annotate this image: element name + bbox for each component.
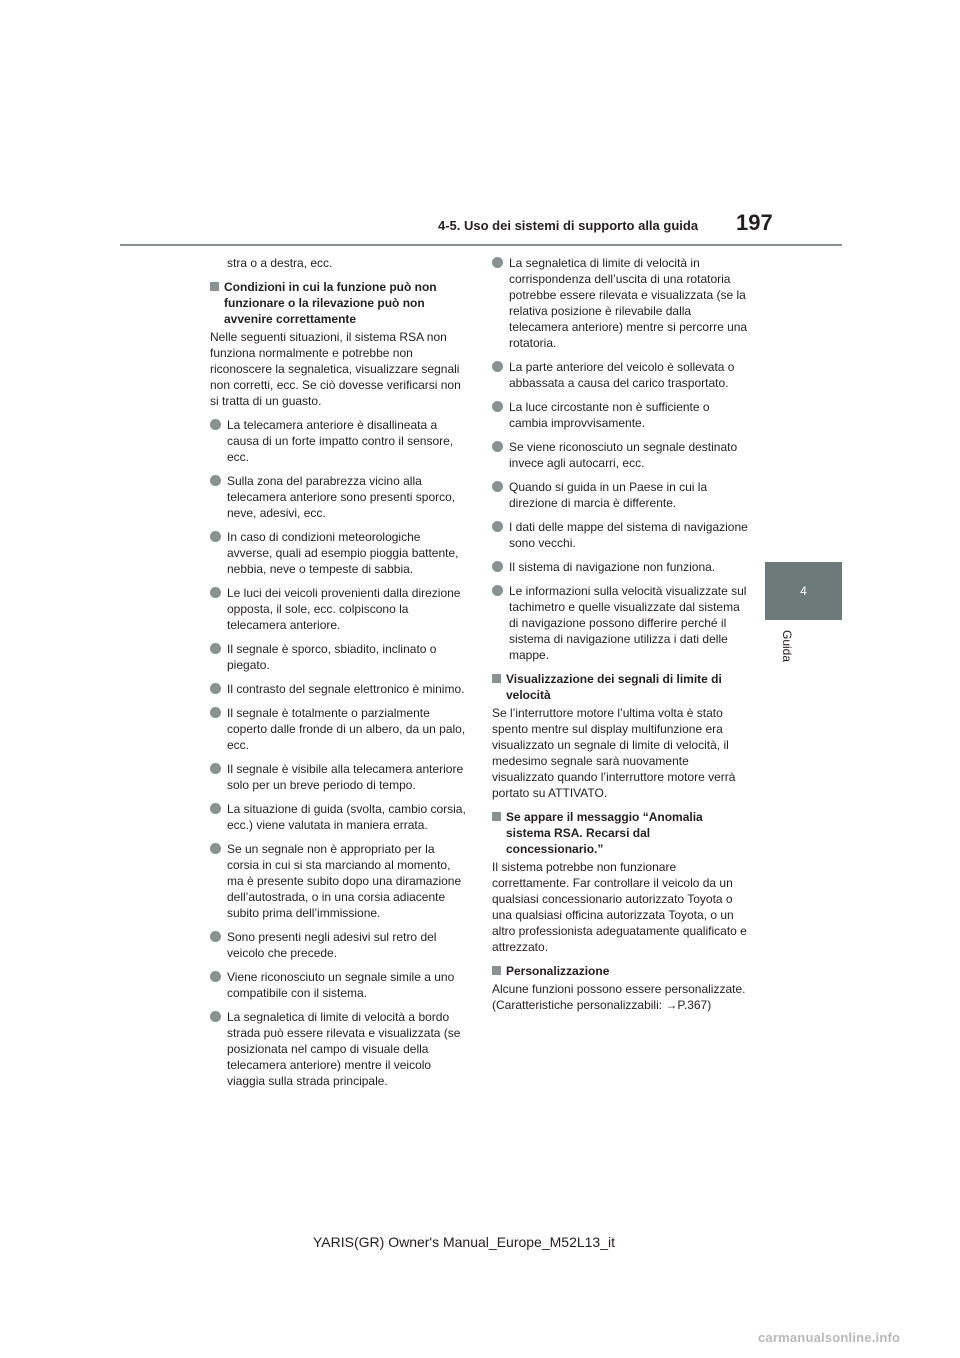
bullet-text: Quando si guida in un Paese in cui la direzione di marcia è differente. bbox=[509, 480, 708, 510]
square-bullet-icon bbox=[492, 966, 501, 975]
bullet-text: I dati delle mappe del sistema di navigazione sono vecchi. bbox=[509, 520, 748, 550]
circle-bullet-icon bbox=[210, 643, 221, 654]
subheading-text: Se appare il messaggio “Anomalia sistema RSA. Recarsi dal concessionario.” bbox=[506, 810, 703, 856]
bullet-text: La luce circostante non è sufficiente o cambia improvvisamente. bbox=[509, 400, 710, 430]
paragraph: Se l’interruttore motore l’ultima volta è stato spento mentre sul display multifunzione era visualizzato un segnale di limite di velocità, il medesimo segnale sarà nuovamente visualizzato quando l’interruttore motore verrà portato su ATTIVATO. bbox=[492, 706, 736, 800]
bullet-text: In caso di condizioni meteorologiche avverse, quali ad esempio pioggia battente, nebbia, neve o tempeste di sabbia. bbox=[227, 530, 459, 576]
circle-bullet-icon bbox=[492, 481, 503, 492]
chapter-number: 4 bbox=[800, 584, 807, 598]
chapter-tab bbox=[765, 562, 842, 620]
circle-bullet-icon bbox=[210, 475, 221, 486]
bullet-text: Il segnale è sporco, sbiadito, inclinato o piegato. bbox=[227, 642, 437, 672]
circle-bullet-icon bbox=[210, 587, 221, 598]
bullet-item bbox=[492, 583, 748, 663]
bullet-text: Sulla zona del parabrezza vicino alla telecamera anteriore sono presenti sporco, neve, adesivi, ecc. bbox=[227, 474, 456, 520]
section-title: 4-5. Uso dei sistemi di supporto alla guida bbox=[438, 218, 699, 233]
circle-bullet-icon bbox=[210, 931, 221, 942]
square-bullet-icon bbox=[492, 812, 501, 821]
bullet-text: Se viene riconosciuto un segnale destinato invece agli autocarri, ecc. bbox=[509, 440, 738, 470]
bullet-item bbox=[210, 585, 466, 633]
bullet-item bbox=[492, 399, 748, 431]
bullet-item bbox=[492, 559, 748, 575]
bullet-item bbox=[210, 529, 466, 577]
page-number: 197 bbox=[736, 210, 773, 235]
bullet-item bbox=[492, 359, 748, 391]
left-column bbox=[210, 255, 466, 1097]
circle-bullet-icon bbox=[210, 971, 221, 982]
bullet-text: La telecamera anteriore è disallineata a causa di un forte impatto contro il sensore, ecc. bbox=[227, 418, 454, 464]
bullet-item bbox=[210, 841, 466, 921]
bullet-text: La situazione di guida (svolta, cambio corsia, ecc.) viene valutata in maniera errata. bbox=[227, 802, 466, 832]
subheading-text: Personalizzazione bbox=[506, 964, 610, 978]
circle-bullet-icon bbox=[210, 683, 221, 694]
bullet-text: Le luci dei veicoli provenienti dalla direzione opposta, il sole, ecc. colpiscono la telecamera anteriore. bbox=[227, 586, 461, 632]
bullet-item bbox=[210, 929, 466, 961]
bullet-item bbox=[492, 519, 748, 551]
chapter-label: Guida bbox=[780, 630, 794, 663]
bullet-text: Se un segnale non è appropriato per la corsia in cui si sta marciando al momento, ma è presente subito dopo una diramazione dell’autostrada, o in una corsia adiacente subito prima dell’immissione. bbox=[227, 842, 462, 920]
paragraph: Il sistema potrebbe non funzionare correttamente. Far controllare il veicolo da un qualsiasi concessionario autorizzato Toyota o una qualsiasi officina autorizzata Toyota, o un altro professionista adeguatamente qualificato e attrezzato. bbox=[492, 860, 747, 954]
bullet-item bbox=[492, 479, 748, 511]
circle-bullet-icon bbox=[492, 257, 503, 268]
circle-bullet-icon bbox=[210, 1011, 221, 1022]
bullet-text: Viene riconosciuto un segnale simile a uno compatibile con il sistema. bbox=[227, 970, 455, 1000]
paragraph: Alcune funzioni possono essere personalizzate. (Caratteristiche personalizzabili: →P.367) bbox=[492, 982, 746, 1012]
circle-bullet-icon bbox=[492, 441, 503, 452]
circle-bullet-icon bbox=[210, 707, 221, 718]
bullet-item bbox=[210, 801, 466, 833]
bullet-item bbox=[210, 1009, 466, 1089]
manual-footer: YARIS(GR) Owner's Manual_Europe_M52L13_it bbox=[313, 1234, 615, 1250]
subheading bbox=[492, 963, 748, 979]
circle-bullet-icon bbox=[210, 843, 221, 854]
circle-bullet-icon bbox=[210, 419, 221, 430]
square-bullet-icon bbox=[492, 674, 501, 683]
circle-bullet-icon bbox=[492, 361, 503, 372]
bullet-item bbox=[210, 473, 466, 521]
bullet-item bbox=[210, 761, 466, 793]
bullet-text: Il segnale è visibile alla telecamera anteriore solo per un breve periodo di tempo. bbox=[227, 762, 464, 792]
square-bullet-icon bbox=[210, 282, 219, 291]
subheading bbox=[492, 809, 748, 857]
circle-bullet-icon bbox=[210, 531, 221, 542]
bullet-text: La segnaletica di limite di velocità in corrispondenza dell’uscita di una rotatoria potrebbe essere rilevata e visualizzata (se la relativa posizione è rilevabile dalla telecamera anteriore) mentre si percorre una rotatoria. bbox=[509, 256, 748, 350]
bullet-item bbox=[210, 705, 466, 753]
bullet-text: Il sistema di navigazione non funziona. bbox=[509, 560, 716, 574]
bullet-text: La parte anteriore del veicolo è sollevata o abbassata a causa del carico trasportato. bbox=[509, 360, 735, 390]
header-rule bbox=[120, 244, 842, 246]
bullet-item bbox=[210, 641, 466, 673]
watermark: carmanualsonline.info bbox=[758, 1330, 901, 1345]
circle-bullet-icon bbox=[492, 401, 503, 412]
bullet-text: La segnaletica di limite di velocità a bordo strada può essere rilevata e visualizzata (se posizionata nel campo di visuale della telecamera anteriore) mentre il veicolo viaggia sulla strada principale. bbox=[227, 1010, 461, 1088]
subheading-text: Condizioni in cui la funzione può non funzionare o la rilevazione può non avvenire correttamente bbox=[224, 280, 437, 326]
bullet-text: Il segnale è totalmente o parzialmente coperto dalle fronde di un albero, da un palo, ecc. bbox=[227, 706, 466, 752]
bullet-item bbox=[210, 681, 466, 697]
bullet-text: Sono presenti negli adesivi sul retro del veicolo che precede. bbox=[227, 930, 437, 960]
bullet-item bbox=[492, 255, 748, 351]
bullet-text: Le informazioni sulla velocità visualizzate sul tachimetro e quelle visualizzate dal sistema di navigazione possono differire perché il sistema di navigazione utilizza i dati delle mappe. bbox=[509, 584, 747, 662]
circle-bullet-icon bbox=[492, 561, 503, 572]
circle-bullet-icon bbox=[492, 521, 503, 532]
subheading bbox=[492, 671, 748, 703]
circle-bullet-icon bbox=[210, 763, 221, 774]
paragraph: Nelle seguenti situazioni, il sistema RSA non funziona normalmente e potrebbe non riconoscere la segnaletica, visualizzare segnali non corretti, ecc. Se ciò dovesse verificarsi non si tratta di un guasto. bbox=[210, 330, 461, 408]
circle-bullet-icon bbox=[492, 585, 503, 596]
circle-bullet-icon bbox=[210, 803, 221, 814]
right-column bbox=[492, 255, 748, 1021]
subheading-text: Visualizzazione dei segnali di limite di velocità bbox=[506, 672, 722, 702]
continuation-text: stra o a destra, ecc. bbox=[227, 256, 333, 270]
bullet-item bbox=[210, 417, 466, 465]
bullet-item bbox=[210, 969, 466, 1001]
bullet-item bbox=[492, 439, 748, 471]
subheading bbox=[210, 279, 466, 327]
bullet-text: Il contrasto del segnale elettronico è minimo. bbox=[227, 682, 465, 696]
